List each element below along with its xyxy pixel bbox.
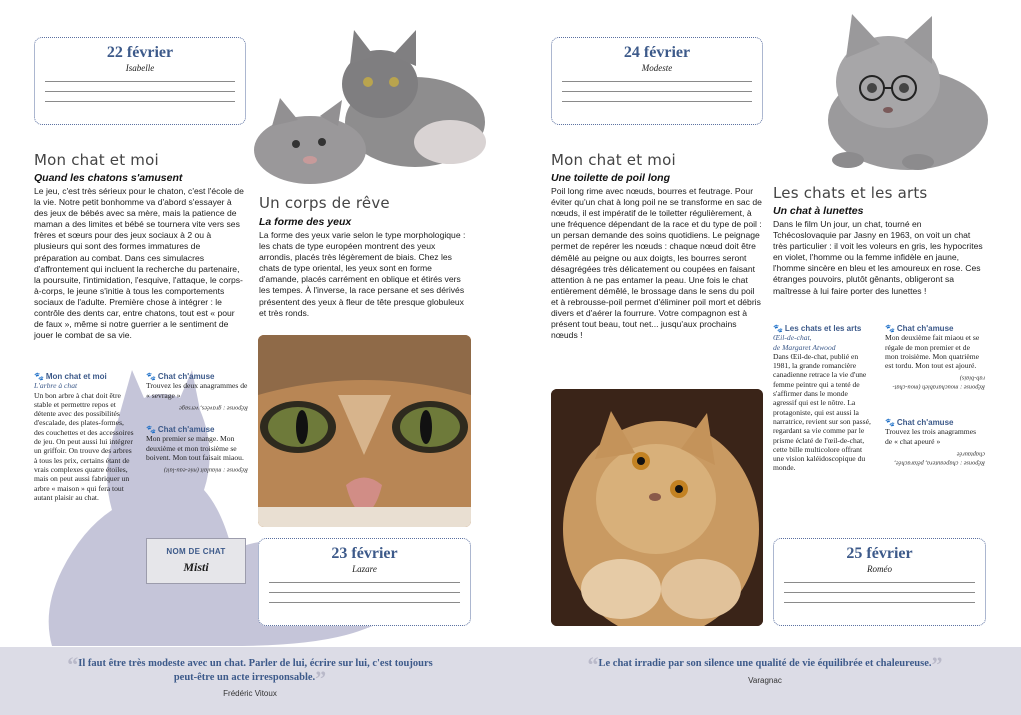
cat-name-box: NOM DE CHAT Misti: [146, 538, 246, 584]
section-title: Un corps de rêve: [259, 194, 390, 212]
saint-name: Modeste: [641, 63, 673, 73]
note-line: [784, 592, 975, 593]
saint-name: Lazare: [352, 564, 377, 574]
paw-icon: 🐾: [885, 324, 895, 333]
section-body: Poil long rime avec nœuds, bourres et feutrage. Pour éviter qu'un chat à long poil ne se transforme en sac de nœuds, il est impératif de le toiletter régulièrement, à une fréquence dépendant de la race et du type de poil : un persan demande des soins quotidiens. Le peignage permet de repérer les nœuds : chaque nœud doit être démêlé au peigne ou aux doigts, les bourres seront désagrégées très délicatement ou coupées en faisant attention à ne pas entamer la peau. Une fois le chat entièrement démêlé, le brossage dans le sens du poil et à rebrousse-poil permet d'éliminer poil mort et débris divers et d'aérer la fourrure. Votre compagnon est à présent tout beau, tout net... jusqu'aux prochains nœuds !: [551, 186, 762, 341]
section-title: Mon chat et moi: [551, 151, 676, 169]
section-body: La forme des yeux varie selon le type morphologique : les chats de type européen montrent des yeux arrondis, placés très légèrement de biais. Chez les chats de type oriental, les yeux sont en forme d'amande, placés carrément en oblique et étirés vers les tempes. À l'inverse, la race persane et ses dérivés présentent des yeux à fleur de tête presque globuleux et très ronds.: [259, 230, 466, 318]
open-quote-icon: “: [67, 652, 79, 677]
paw-icon: 🐾: [146, 425, 156, 434]
section-title: Les chats et les arts: [773, 184, 928, 202]
game-box-moucharabieh: 🐾 Chat ch'amuse Mon deuxième fait miaou et se régale de mon premier et de mon troisième. Mon quatrième est tordu. Mon tout est ajouré. Réponse : moucharabieh (mou-chat-rab-biais): [885, 324, 985, 392]
left-quote-author: Frédéric Vitoux: [223, 689, 277, 698]
game-box-chat-apeure: 🐾 Chat ch'amuse Trouvez les trois anagrammes de « chat apeuré » Réponse : chapeautera, pétarachée, chaptaurée: [885, 418, 985, 467]
saint-name: Roméo: [867, 564, 892, 574]
right-quote: “Le chat irradie par son silence une qualité de vie équilibrée et chaleureuse.”: [587, 652, 943, 677]
close-quote-icon: ”: [315, 666, 327, 691]
note-line: [562, 101, 752, 102]
section-subtitle: Un chat à lunettes: [773, 205, 864, 217]
note-line: [562, 81, 752, 82]
section-body: Dans le film Un jour, un chat, tourné en Tchécoslovaquie par Jasny en 1963, on voit un chat très particulier : il voit les voleurs en gris, les hypocrites en violet, l'homme ou la femme infidèle en jaune, l'homme sincère en bleu et les amoureux en rose. Ces étranges pouvoirs, plutôt gênants, obligeront sa maîtresse à lui faire porter des lunettes !: [773, 219, 983, 296]
date-label: 25 février: [846, 545, 913, 562]
close-quote-icon: ”: [931, 652, 943, 677]
game-box-miaulait: 🐾 Chat ch'amuse Mon premier se mange. Mon deuxième et mon troisième se boivent. Mon tout faisait miaou. Réponse : miaulait (mie-eau-lait): [146, 425, 248, 474]
note-line: [562, 91, 752, 92]
section-body: Le jeu, c'est très sérieux pour le chaton, c'est l'école de la vie. Notre petit bonhomme va d'abord s'essayer à des jeux de bébés avec sa mère, mais la patience de maman a des limites et bébé se tournera vite vers ses frères et sœurs pour des jeux sociaux à 2 ou à plusieurs qui sont des formes immatures de préparation au combat. Dans ces simulacres d'affrontement qui incluent la recherche du partenaire, la poursuite, l'intimidation, l'esquive, l'attaque, le corps-à-corps, le jeune s'initie à tous les comportements sociaux de l'adulte. Première chose à intégrer : le contrôle des dents car, entre chatons, tout est « pour de faux », même si notre guerrier a le sentiment de jouer le combat de sa vie.: [34, 186, 244, 341]
note-line: [45, 91, 235, 92]
note-line: [269, 582, 460, 583]
tip-box-arbre-a-chat: 🐾 Mon chat et moi L'arbre à chat Un bon arbre à chat doit être stable et permettre repos et détente avec des possibilités d'escalade, des plates-formes, des couchettes et des accessoires de jeu. On peut aussi lui intégrer un griffoir. On trouve des arbres à tous les prix, certains étant de vrais complexes quatre étoiles, mais on peut aussi fabriquer un arbre « maison » qui fera tout autant plaisir au chat.: [34, 372, 134, 502]
saint-name: Isabelle: [125, 63, 155, 73]
paw-icon: 🐾: [885, 418, 895, 427]
date-label: 23 février: [331, 545, 398, 562]
date-label: 24 février: [623, 44, 691, 61]
section-subtitle: Une toilette de poil long: [551, 172, 670, 184]
kitten-with-glasses-photo: [808, 10, 998, 175]
left-quote: “Il faut être très modeste avec un chat. Parler de lui, écrire sur lui, c'est toujours peut-être un acte irresponsable.”: [67, 652, 433, 691]
section-subtitle: La forme des yeux: [259, 216, 352, 228]
date-label: 22 février: [106, 44, 174, 61]
two-grey-kittens-photo: [250, 22, 500, 187]
note-line: [269, 602, 460, 603]
paw-icon: 🐾: [773, 324, 783, 333]
note-line: [269, 592, 460, 593]
date-box-24-feb: [551, 37, 763, 125]
paw-icon: 🐾: [146, 372, 156, 381]
paw-icon: 🐾: [34, 372, 44, 381]
game-box-sevrage: 🐾 Chat ch'amuse Trouvez les deux anagrammes de « sevrage » Réponse : gravées, versage: [146, 372, 248, 412]
note-line: [45, 101, 235, 102]
note-line: [784, 602, 975, 603]
tip-box-oeil-de-chat: 🐾 Les chats et les arts Œil-de-chat, de Margaret Atwood Dans Œil-de-chat, publié en 1981, la grande romancière canadienne retrace la vie d'une femme peintre qui a tenté de s'affirmer dans le monde agressif qui est le nôtre. La protagoniste, qui est aussi la narratrice, revient sur son passé, regardant sa vie comme par le prisme éclaté de l'œil-de-chat, cette bille multicolore offrant une vision kaléidoscopique du monde.: [773, 324, 871, 473]
date-box-22-feb: [34, 37, 246, 125]
cat-eyes-closeup-photo: [258, 335, 471, 527]
section-title: Mon chat et moi: [34, 151, 159, 169]
right-quote-author: Varagnac: [748, 676, 782, 685]
date-box-25-feb: [773, 538, 986, 626]
note-line: [784, 582, 975, 583]
persian-cat-photo: [551, 389, 763, 626]
section-subtitle: Quand les chatons s'amusent: [34, 172, 183, 184]
note-line: [45, 81, 235, 82]
date-box-23-feb: [258, 538, 471, 626]
open-quote-icon: “: [587, 652, 599, 677]
